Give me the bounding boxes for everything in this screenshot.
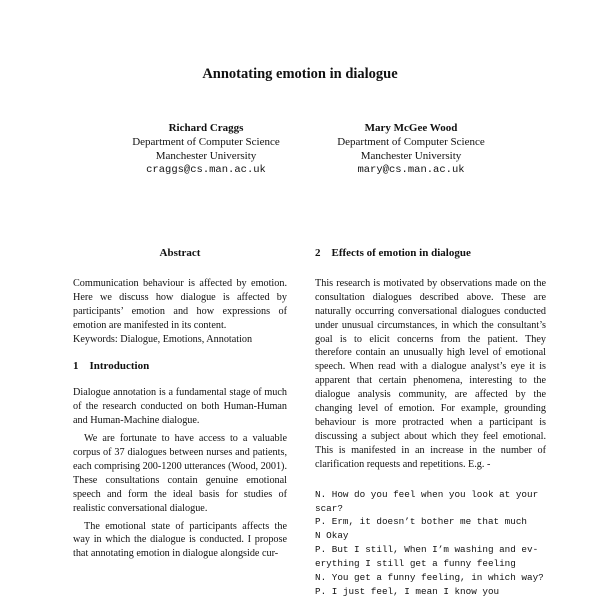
paper-title: Annotating emotion in dialogue: [202, 66, 398, 82]
example-line: erything I still get a funny feeling: [315, 558, 516, 570]
example-line: N. You get a funny feeling, in which way?: [315, 572, 544, 584]
example-line: P. Erm, it doesn’t bother me that much: [315, 516, 528, 528]
section-heading-effects: 2 Effects of emotion in dialogue: [315, 247, 471, 259]
author-block-2: [311, 121, 511, 177]
author-email: mary@cs.man.ac.uk: [357, 164, 465, 176]
paragraph: This research is motivated by observations made on the consultation dialogues described above. These are naturally occurring conversational dialogues conducted under unusual circumstances, in which the consultant’s goal is to elicit concerns from the patient. They therefore contain an unusually high level of emotional speech. When read with a dialogue analyst’s eye it is apparent that certain phenomena, interesting to the dialogue analysis community, are affected by the changing level of emotion. For example, grounding behaviour is more protracted when a participant is discussing a subject about which they feel emotional. This is manifested in an increase in the number of clarification requests and repetitions. E.g. -: [315, 277, 546, 470]
paragraph: The emotional state of participants affects the way in which the dialogue is conducted. I propose that annotating emotion in dialogue alongside cur-: [73, 520, 287, 560]
abstract-heading: Abstract: [159, 247, 201, 259]
left-column: [73, 247, 287, 561]
author-name: Mary McGee Wood: [364, 122, 458, 134]
example-line: N Okay: [315, 530, 349, 542]
example-line: P. But I still, When I’m washing and ev-: [315, 544, 539, 556]
abstract-text: Communication behaviour is affected by emotion. Here we discuss how dialogue is affected by participants’ emotion and how expressions of emotion are manifested in its content.: [73, 277, 287, 331]
example-line: P. I just feel, I mean I know you: [315, 585, 500, 597]
author-department: Department of Computer Science: [337, 136, 485, 148]
example-line: scar?: [315, 502, 343, 514]
keywords: Keywords: Dialogue, Emotions, Annotation: [73, 333, 253, 345]
dialogue-example: [315, 488, 546, 599]
section-heading-introduction: 1 Introduction: [73, 360, 150, 373]
author-university: Manchester University: [360, 150, 462, 162]
author-department: Department of Computer Science: [132, 136, 280, 148]
right-column: [315, 247, 546, 599]
author-email: craggs@cs.man.ac.uk: [146, 164, 266, 176]
paragraph: We are fortunate to have access to a valuable corpus of 37 dialogues between nurses and patients, each comprising 200-1200 utterances (Wood, 2001). These consultations contain genuine emotional speech and form the ideal basis for studies of realistic conversational dialogue.: [73, 433, 287, 514]
paragraph: Dialogue annotation is a fundamental stage of much of the research conducted on both Human-Human and Human-Machine dialogue.: [73, 387, 287, 427]
author-university: Manchester University: [155, 150, 257, 162]
author-block-1: [106, 121, 306, 177]
author-name: Richard Craggs: [168, 122, 244, 134]
example-line: N. How do you feel when you look at your: [315, 488, 539, 500]
